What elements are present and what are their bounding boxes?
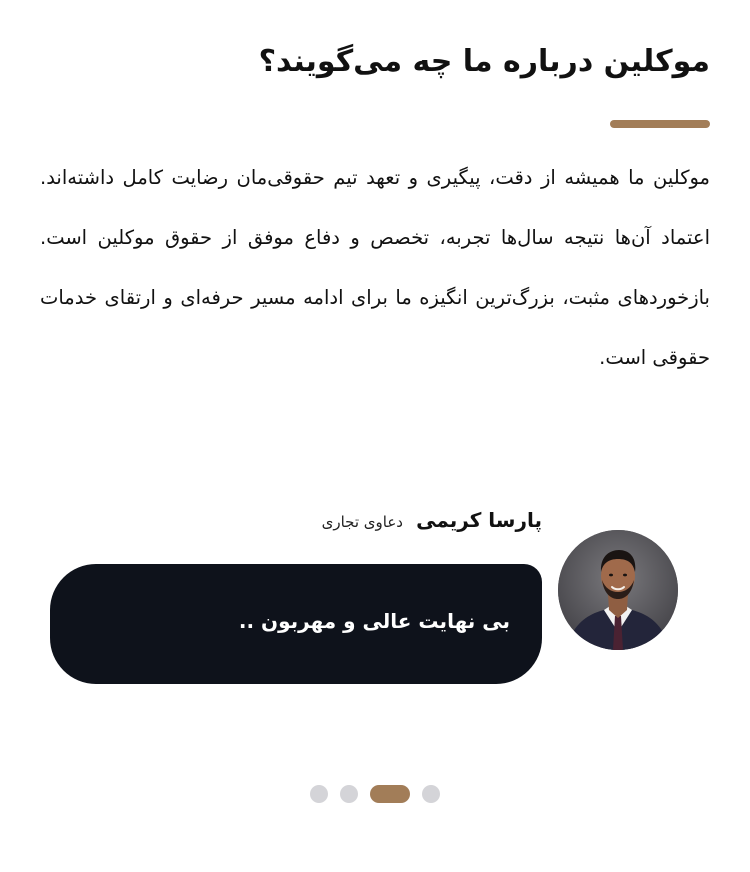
quote-bubble (50, 564, 542, 684)
author-role: دعاوی تجاری (321, 513, 403, 531)
carousel-dot-active[interactable] (370, 785, 410, 803)
section-intro-text: موکلین ما همیشه از دقت، پیگیری و تعهد تیم حقوقی‌مان رضایت کامل داشته‌اند. اعتماد آن‌ها نتیجه سال‌ها تجربه، تخصص و دفاع موفق از حقوق موکلین است. بازخوردهای مثبت، بزرگ‌ترین انگیزه ما برای ادامه مسیر حرفه‌ای و ارتقای خدمات حقوقی است. (40, 166, 710, 369)
section-title: موکلین درباره ما چه می‌گویند؟ (258, 44, 710, 79)
author-avatar (558, 530, 678, 650)
carousel-dot[interactable] (422, 785, 440, 803)
carousel-dot[interactable] (340, 785, 358, 803)
title-accent-underline (610, 120, 710, 128)
person-portrait-icon (558, 530, 678, 650)
author-name: پارسا کریمی (416, 508, 542, 532)
carousel-dot[interactable] (310, 785, 328, 803)
testimonial-card (0, 500, 750, 700)
quote-text: بی نهایت عالی و مهربون .. (238, 609, 510, 633)
carousel-pagination (0, 785, 750, 803)
